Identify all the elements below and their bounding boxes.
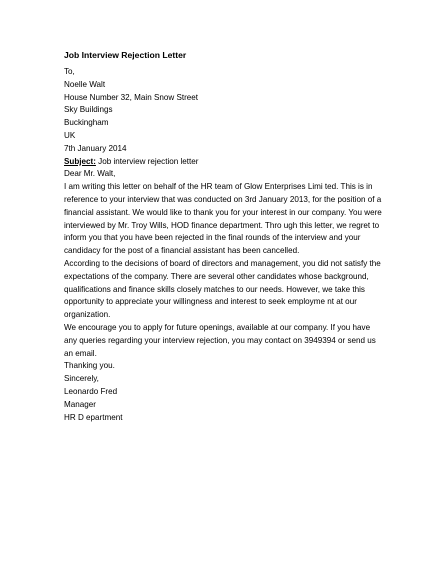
paragraph-2-line: According to the decisions of board of directors and management, you did not satisfy the [64,258,381,268]
paragraph-2-line: organization. [64,310,111,320]
letter-body [64,66,382,424]
paragraph-3-line: We encourage you to apply for future openings, available at our company. If you have [64,322,371,332]
paragraph-2-line: opportunity to appreciate your willingness and interest to seek employme nt at our [64,297,357,307]
thanks-line: Thanking you. [64,361,115,371]
paragraph-2-line: qualifications and finance skills closely matches to our needs. However, we take this [64,284,365,294]
salutation: Dear Mr. Walt, [64,169,116,179]
address-line-1: House Number 32, Main Snow Street [64,92,199,102]
letter-date: 7th January 2014 [64,143,127,153]
paragraph-1-line: interviewed by Mr. Troy Wills, HOD finance department. Thro ugh this letter, we regret to [64,220,380,230]
signer-department: HR D epartment [64,412,123,422]
subject-label: Subject: [64,156,96,166]
signer-name: Leonardo Fred [64,386,118,396]
paragraph-1-line: reference to your interview that was conducted on 3rd January 2013, for the position of a [64,194,382,204]
paragraph-2-line: expectations of the company. There are several other candidates whose background, [64,271,369,281]
paragraph-3-line: an email. [64,348,97,358]
subject-text: Job interview rejection letter [95,156,199,166]
signer-title: Manager [64,399,96,409]
address-line-2: Sky Buildings [64,105,113,115]
subject-line [64,156,364,169]
paragraph-1-line: candidacy for the post of a financial assistant has been cancelled. [64,246,300,256]
paragraph-3-line: any queries regarding your interview rejection, you may contact on 3949394 or send us [64,335,376,345]
paragraph-1-line: inform you that you have been rejected in the final rounds of the interview and your [64,233,361,243]
recipient-name: Noelle Walt [64,79,106,89]
paragraph-1-line: financial assistant. We would like to thank you for your interest in our company. You were [64,207,382,217]
address-country: UK [64,130,76,140]
address-city: Buckingham [64,118,109,128]
letter-title: Job Interview Rejection Letter [64,50,187,60]
closing-line: Sincerely, [64,374,99,384]
paragraph-1-line: I am writing this letter on behalf of the HR team of Glow Enterprises Limi ted. This is in [64,182,373,192]
address-to: To, [64,67,75,76]
